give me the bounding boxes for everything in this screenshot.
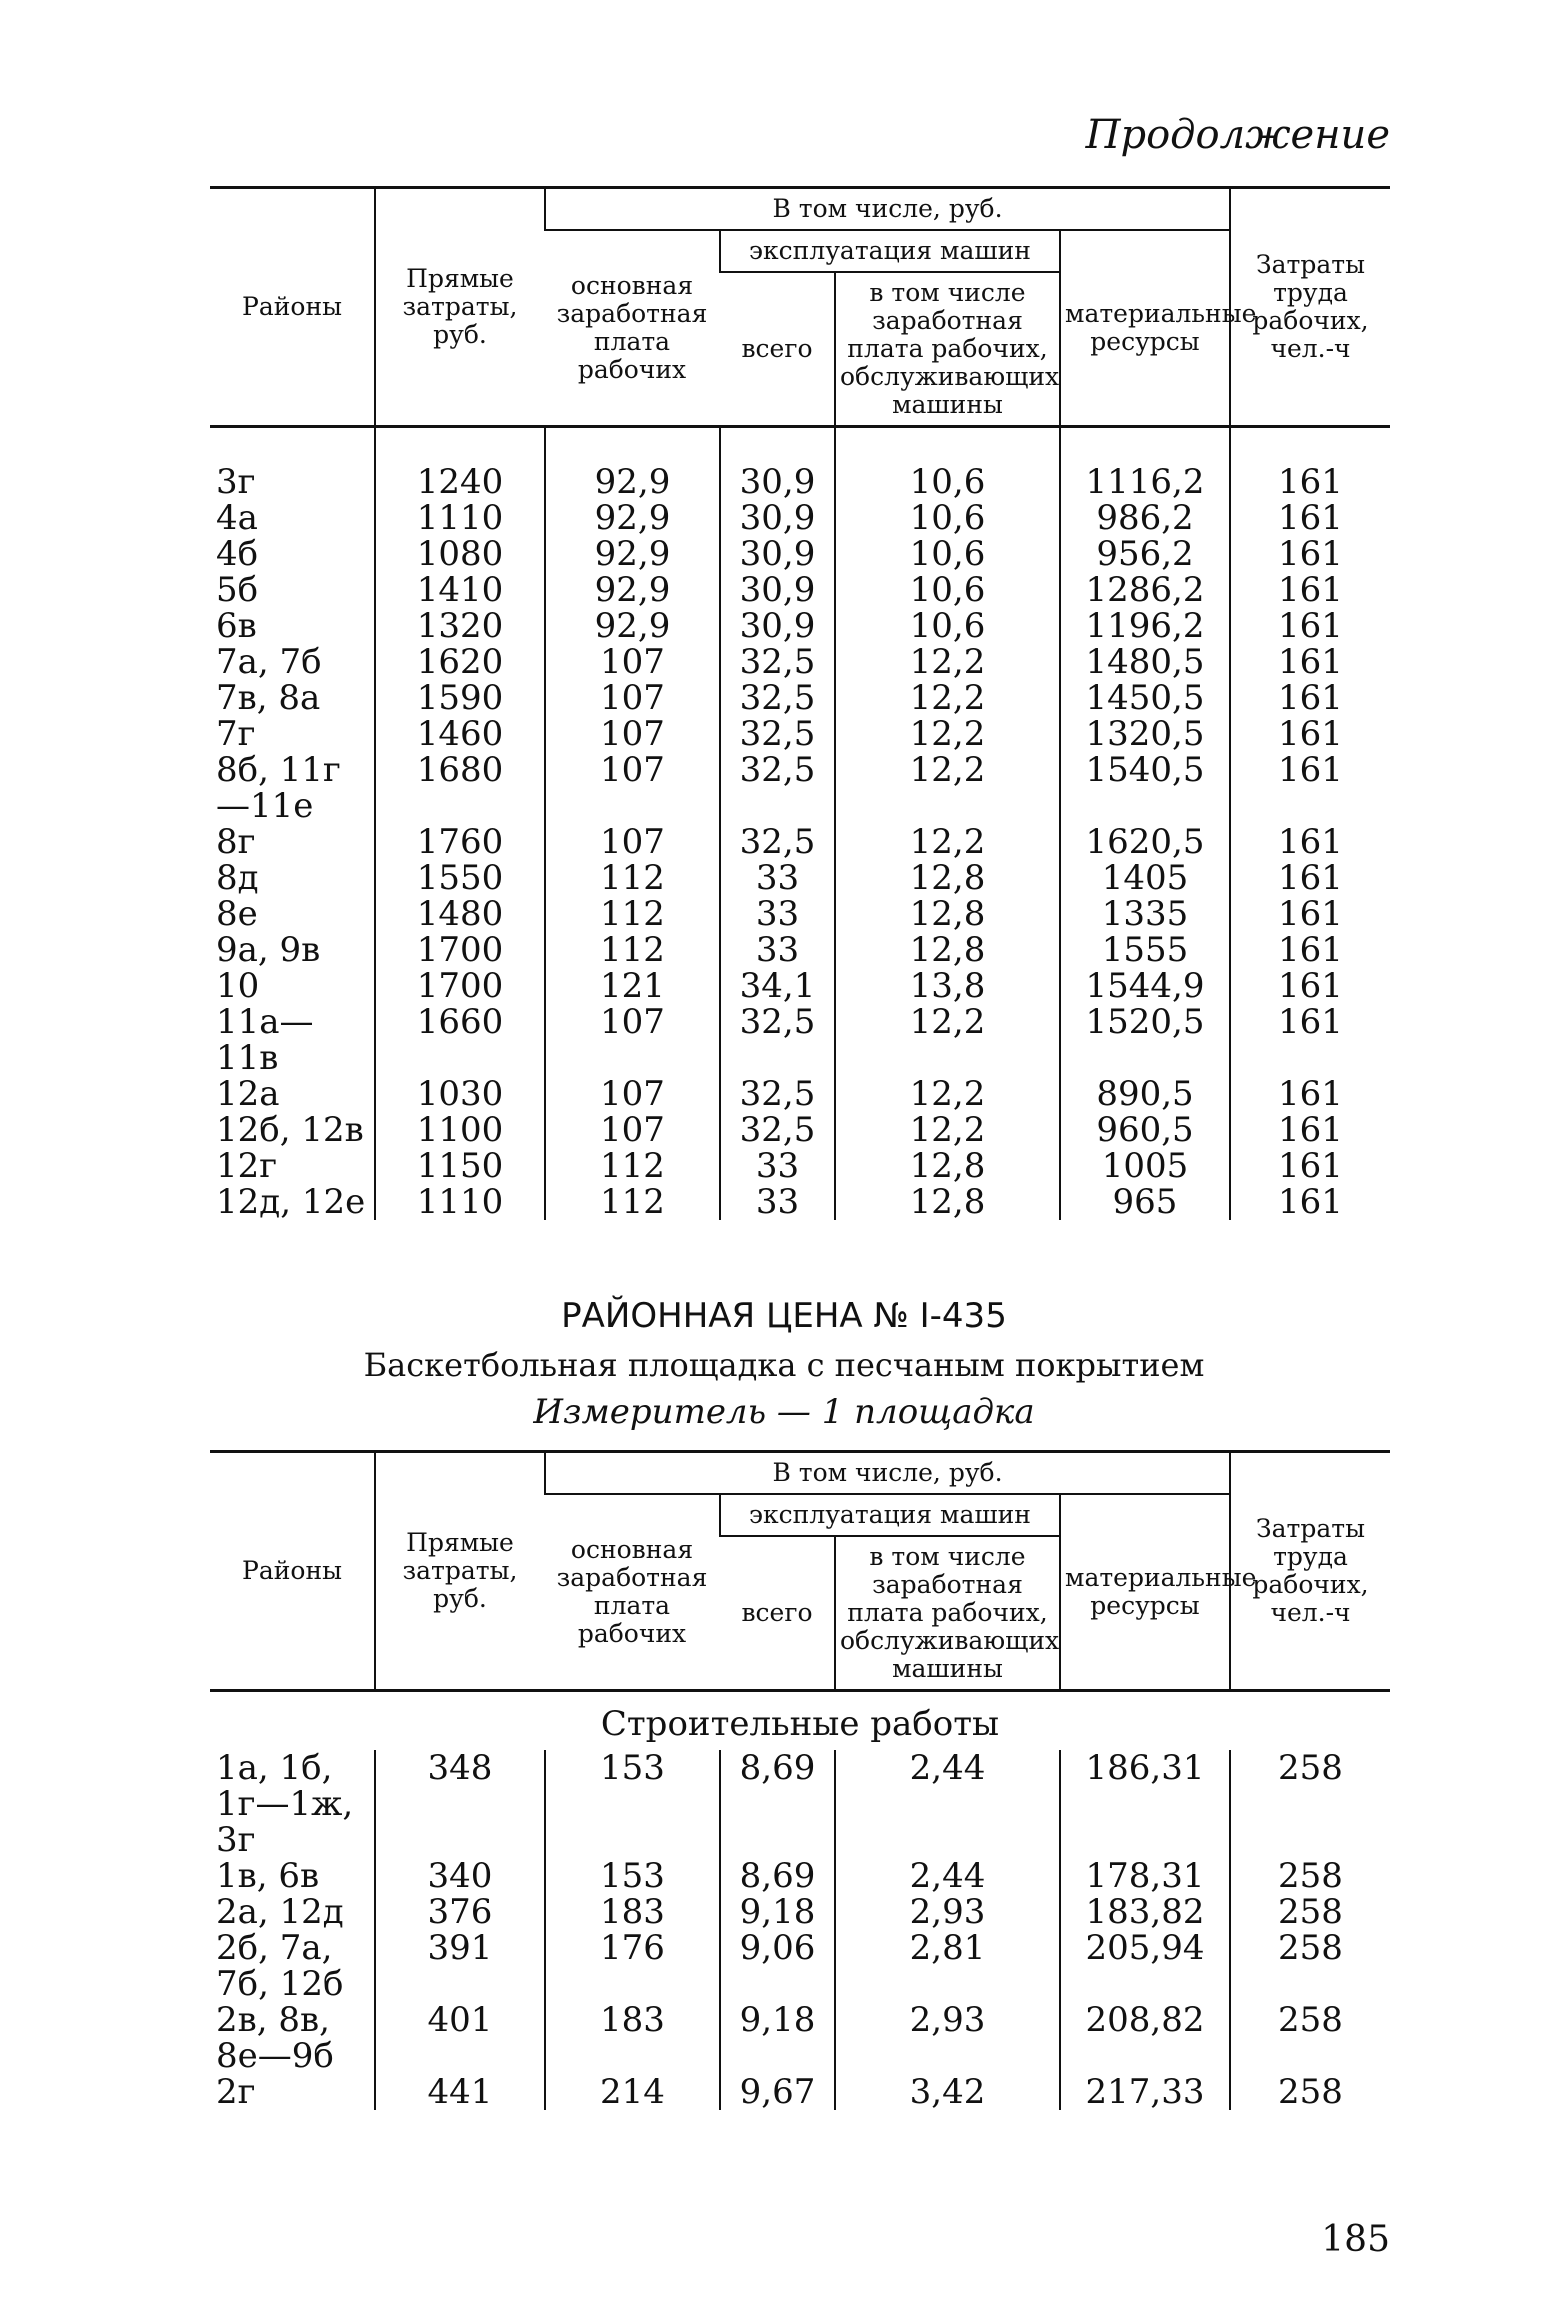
table-row: 8г 1760 107 32,5 12,2 1620,5 161	[210, 824, 1390, 860]
table-row: 12б, 12в 1100 107 32,5 12,2 960,5 161	[210, 1112, 1390, 1148]
col-pryamye: Прямые затраты, руб.	[375, 188, 545, 427]
table-row: 11а—11в 1660 107 32,5 12,2 1520,5 161	[210, 1004, 1390, 1076]
table-row: 2г 441 214 9,67 3,42 217,33 258	[210, 2074, 1390, 2110]
table-row: 8б, 11г—11е 1680 107 32,5 12,2 1540,5 161	[210, 752, 1390, 824]
col-osnovnaya: основная заработная плата рабочих	[545, 230, 720, 427]
table-row: 1в, 6в 340 153 8,69 2,44 178,31 258	[210, 1858, 1390, 1894]
table-2: Районы Прямые затраты, руб. В том числе, руб. Затраты труда рабочих, чел.-ч основная заработная плата рабочих эксплуатация машин материальные ресурсы всего в том числе заработная плата рабочих, обслуживающих машины Строительные работы 1а, 1б, 1г—1ж, 3г 348 153 8,69 2,44 186,31 258 1в, 6в 340 153 8,69 2,44 178,31 258 2а, 12д 376 183 9,18 2,93 183,82 258 2б, 7а, 7б, 12б 391 176 9,06 2,81 205,94 258 2в, 8в, 8е—9б 401 183 9,18 2,93 208,82 258 2г 441 214 9,67 3,42 217,33 258	[210, 1450, 1390, 2110]
measure: Измеритель — 1 площадка	[533, 1392, 1035, 1432]
col-ekspl: эксплуатация машин	[720, 230, 1060, 272]
col-vtomchisle: в том числе заработная плата рабочих, обслуживающих машины	[835, 272, 1060, 427]
table-row: 8д 1550 112 33 12,8 1405 161	[210, 860, 1390, 896]
table-row: 7г 1460 107 32,5 12,2 1320,5 161	[210, 716, 1390, 752]
table-row: 12д, 12е 1110 112 33 12,8 965 161	[210, 1184, 1390, 1220]
table-row: 4б 1080 92,9 30,9 10,6 956,2 161	[210, 536, 1390, 572]
col-v-tom: В том числе, руб.	[545, 188, 1230, 231]
table-row: 7а, 7б 1620 107 32,5 12,2 1480,5 161	[210, 644, 1390, 680]
col-mater: материальные ресурсы	[1060, 230, 1230, 427]
table-row: 5б 1410 92,9 30,9 10,6 1286,2 161	[210, 572, 1390, 608]
table-row: 9а, 9в 1700 112 33 12,8 1555 161	[210, 932, 1390, 968]
table-row: 4а 1110 92,9 30,9 10,6 986,2 161	[210, 500, 1390, 536]
col-vsego: всего	[720, 272, 835, 427]
table-row: 2б, 7а, 7б, 12б 391 176 9,06 2,81 205,94 258	[210, 1930, 1390, 2002]
table-row: 6в 1320 92,9 30,9 10,6 1196,2 161	[210, 608, 1390, 644]
table-row: 10 1700 121 34,1 13,8 1544,9 161	[210, 968, 1390, 1004]
page-number: 185	[1321, 2219, 1390, 2260]
table-row: 8е 1480 112 33 12,8 1335 161	[210, 896, 1390, 932]
table-row: 2а, 12д 376 183 9,18 2,93 183,82 258	[210, 1894, 1390, 1930]
table-row: 3г 1240 92,9 30,9 10,6 1116,2 161	[210, 427, 1390, 501]
table-row: 7в, 8а 1590 107 32,5 12,2 1450,5 161	[210, 680, 1390, 716]
section-title: Строительные работы	[600, 1704, 1000, 1744]
col-rayony: Районы	[242, 292, 342, 321]
table-row: 12а 1030 107 32,5 12,2 890,5 161	[210, 1076, 1390, 1112]
continuation-label: Продолжение	[1085, 112, 1390, 158]
table-1	[210, 186, 1390, 1220]
table-row: 2в, 8в, 8е—9б 401 183 9,18 2,93 208,82 258	[210, 2002, 1390, 2074]
price-title: РАЙОННАЯ ЦЕНА № I-435	[561, 1296, 1007, 1336]
table-row: 12г 1150 112 33 12,8 1005 161	[210, 1148, 1390, 1184]
price-subtitle: Баскетбольная площадка с песчаным покрытием	[363, 1346, 1205, 1384]
table-row: 1а, 1б, 1г—1ж, 3г 348 153 8,69 2,44 186,31 258	[210, 1750, 1390, 1858]
col-zatraty: Затраты труда рабочих, чел.-ч	[1230, 188, 1390, 427]
